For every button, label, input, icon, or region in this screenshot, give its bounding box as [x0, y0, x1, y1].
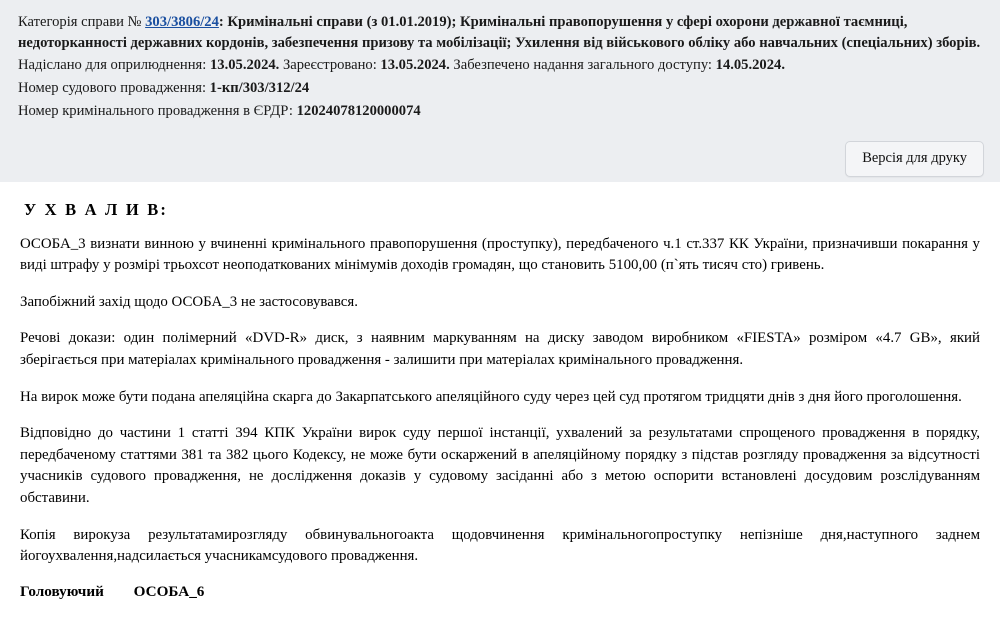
print-version-button[interactable]: Версія для друку: [845, 141, 984, 177]
proceeding-number: 1-кп/303/312/24: [209, 80, 310, 97]
signature-role: Головуючий: [20, 582, 104, 600]
case-number-link[interactable]: 303/3806/24: [145, 14, 219, 30]
proceeding-number-line: [18, 78, 982, 99]
paragraph-verdict: ОСОБА_3 визнати винною у вчиненні кримінального правопорушення (проступку), передбаченого ч.1 ст.337 КК України, призначивши покарання у виді штрафу у розмірі трьохсот неоподаткованих мінімумів доходів громадян, що становить 5100,00 (п`ять тисяч сто) гривень.: [20, 235, 980, 274]
print-toolbar: [0, 136, 1000, 182]
erdr-number-line: [18, 101, 982, 122]
verdict-heading: У Х В А Л И В:: [24, 199, 169, 219]
document-body: [0, 182, 1000, 601]
erdr-label: Номер кримінального провадження в ЄРДР:: [18, 102, 293, 119]
signature-name: ОСОБА_6: [133, 582, 205, 600]
public-access-date: 14.05.2024.: [715, 57, 785, 74]
case-category-line: [18, 12, 982, 53]
case-category-label: Категорія справи №: [18, 14, 142, 30]
case-category-text: : Кримінальні справи (з 01.01.2019); Кримінальні правопорушення у сфері охорони державної таємниці, недоторканності державних кордонів, забезпечення призову та мобілізації; Ухилення від військового обліку або навчальних (спеціальних) зборів.: [18, 14, 981, 51]
registered-date: 13.05.2024.: [380, 57, 450, 74]
proceeding-label: Номер судового провадження:: [18, 80, 207, 97]
sent-label: Надіслано для оприлюднення:: [18, 57, 207, 74]
erdr-number: 12024078120000074: [296, 102, 421, 119]
public-access-label: Забезпечено надання загального доступу:: [453, 57, 712, 74]
paragraph-copy-delivery: Копія вирокуза результатамирозгляду обвинувальногоакта щодовчинення кримінальногопроступку непізніше дня,наступного заднем йогоухвалення,надсилається учасникамсудового провадження.: [20, 526, 980, 565]
publication-dates-line: [18, 55, 982, 76]
paragraph-preventive-measure: Запобіжний захід щодо ОСОБА_3 не застосовувався.: [20, 293, 358, 310]
sent-date: 13.05.2024.: [209, 57, 280, 74]
registered-label: Зареєстровано:: [282, 57, 377, 74]
paragraph-appeal-rights: На вирок може бути подана апеляційна скарга до Закарпатського апеляційного суду через цей суд протягом тридцяти днів з дня його проголошення.: [20, 388, 962, 405]
paragraph-material-evidence: Речові докази: один полімерний «DVD-R» диск, з наявним маркуванням на диску заводом виробником «FIESTA» розміром «4.7 GB», який зберігається при матеріалах кримінального провадження - залишити при матеріалах кримінального провадження.: [20, 330, 980, 369]
signature-line: [20, 583, 980, 601]
case-metadata-block: [0, 0, 1000, 136]
paragraph-article-394: Відповідно до частини 1 статті 394 КПК України вирок суду першої інстанції, ухвалений за результатами спрощеного провадження в порядку, передбаченому статтями 381 та 382 цього Кодексу, не може бути оскаржений в апеляційному порядку з підстав розгляду провадження за відсутності учасників судового провадження, не дослідження доказів у судовому засіданні або з метою оспорити встановлені досудовим розслідуванням обставини.: [20, 425, 980, 507]
